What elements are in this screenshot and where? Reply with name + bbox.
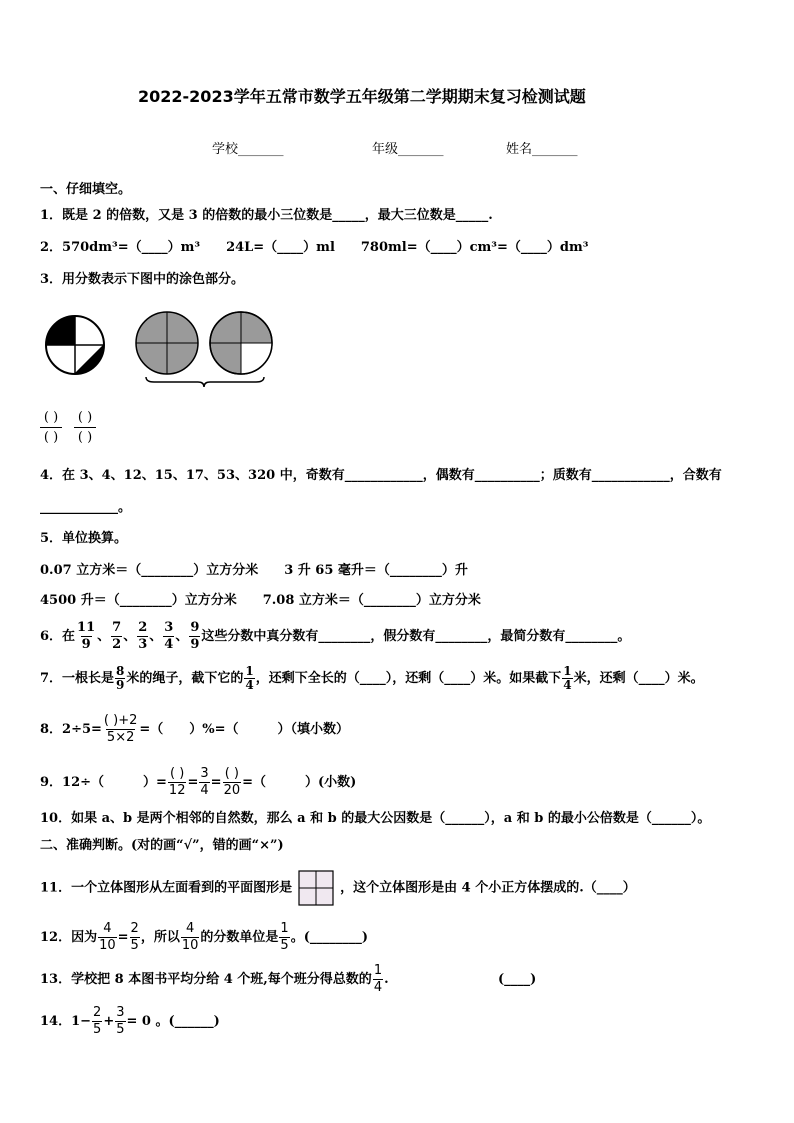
q6-suffix: 这些分数中真分数有________，假分数有________，最简分数有________。: [201, 629, 631, 644]
q3-answer-2-num: ( ): [77, 410, 93, 425]
question-5-line-1: 0.07 立方米＝（________）立方分米 3 升 65 毫升＝（________）升: [40, 563, 468, 578]
q6-fraction-1: $\frac{11}{9}$: [77, 620, 96, 652]
q3-answer-2-den: ( ): [77, 430, 93, 445]
school-field[interactable]: 学校_______: [212, 142, 284, 157]
question-13: 13．学校把 8 本图书平均分给 4 个班,每个班分得总数的 $\frac{1}{4}$ .: [40, 963, 389, 995]
page-title: 2022-2023学年五常市数学五年级第二学期期末复习检测试题: [138, 87, 586, 106]
q7-fraction-3: $\frac{1}{4}$: [563, 664, 572, 692]
question-12: 12．因为 $\frac{4}{10}$ = $\frac{2}{5}$ ，所以 $\frac{4}{10}$ 的分数单位是 $\frac{1}{5}$ 。(________): [40, 921, 368, 953]
q6-prefix: 6．在: [40, 629, 76, 644]
q3-answer-1[interactable]: [40, 408, 62, 447]
question-2: 2．570dm³=（____）m³ 24L=（____）ml 780ml=（____）cm³=（____）dm³: [40, 240, 589, 255]
question-10: 10．如果 a、b 是两个相邻的自然数，那么 a 和 b 的最大公因数是（______），a 和 b 的最小公倍数是（______）。: [40, 811, 711, 826]
q9-fraction-2: $\frac{3}{4}$: [200, 766, 209, 798]
q6-fraction-5: $\frac{9}{9}$: [190, 620, 200, 652]
grade-field[interactable]: 年级_______: [372, 142, 444, 157]
q6-fraction-2: $\frac{7}{2}$: [112, 620, 122, 652]
q14-fraction-1: $\frac{2}{5}$: [93, 1005, 102, 1037]
name-field[interactable]: 姓名_______: [506, 142, 578, 157]
q13-fraction: $\frac{1}{4}$: [373, 963, 383, 995]
question-5-line-2: 4500 升＝（________）立方分米 7.08 立方米＝（________）立方分米: [40, 593, 481, 608]
section-heading-2: 二、准确判断。(对的画“√”，错的画“×”): [40, 838, 284, 853]
q7-fraction-2: $\frac{1}{4}$: [245, 664, 254, 692]
question-4-line-2: ____________。: [40, 500, 132, 515]
q3-answer-1-den: ( ): [43, 430, 59, 445]
q3-answer-1-num: ( ): [43, 410, 59, 425]
question-13-answer[interactable]: (____): [498, 972, 537, 987]
q6-fraction-4: $\frac{3}{4}$: [164, 620, 174, 652]
q12-fraction-4: $\frac{1}{5}$: [280, 921, 289, 953]
q12-fraction-1: $\frac{4}{10}$: [99, 921, 116, 953]
question-11: 11．一个立体图形从左面看到的平面图形是 ，这个立体图形是由 4 个小正方体摆成的.（____）: [40, 870, 636, 906]
question-4-line-1: 4．在 3、4、12、15、17、53、320 中，奇数有____________，偶数有__________；质数有____________，合数有: [40, 468, 722, 483]
side-view-grid-figure: [298, 870, 334, 906]
q12-fraction-2: $\frac{2}{5}$: [130, 921, 139, 953]
question-5: 5．单位换算。: [40, 531, 128, 546]
q9-fraction-1: $\frac{( )}{12}$: [168, 766, 186, 798]
question-7: 7．一根长是 $\frac{8}{9}$ 米的绳子，截下它的 $\frac{1}{4}$ ，还剩下全长的（____），还剩（____）米。如果截下 $\frac{1}{4}$ 米，还剩（____）米。: [40, 664, 704, 692]
shaded-circle-figure: [44, 314, 106, 376]
section-heading-1: 一、仔细填空。: [40, 182, 132, 197]
question-14: 14．1− $\frac{2}{5}$ + $\frac{3}{5}$ = 0 。(______): [40, 1005, 220, 1037]
q12-fraction-3: $\frac{4}{10}$: [181, 921, 199, 953]
q9-fraction-3: $\frac{( )}{20}$: [223, 766, 241, 798]
grey-circles-figure: [134, 309, 276, 389]
question-6: 6．在 $\frac{11}{9}$ 、 $\frac{7}{2}$ 、 $\frac{2}{3}$ 、 $\frac{3}{4}$ 、 $\frac{9}{9}$ 这些分数中真分数有________，假分数有________，最简分数有________。: [40, 620, 631, 652]
question-1: 1．既是 2 的倍数，又是 3 的倍数的最小三位数是_____，最大三位数是_____.: [40, 208, 493, 223]
q6-fraction-3: $\frac{2}{3}$: [138, 620, 148, 652]
q14-fraction-2: $\frac{3}{5}$: [116, 1005, 125, 1037]
q3-answer-2[interactable]: [74, 408, 96, 447]
question-8: 8．2÷5= $\frac{( )+2}{5\times 2}$ =（ ）%=（ ）（填小数）: [40, 713, 350, 745]
question-9: 9．12÷（ ）= $\frac{( )}{12}$ = $\frac{3}{4}$ = $\frac{( )}{20}$ =（ ）(小数): [40, 766, 357, 798]
q8-fraction: $\frac{( )+2}{5\times 2}$: [103, 713, 138, 745]
question-3: 3．用分数表示下图中的涂色部分。: [40, 272, 245, 287]
q7-fraction-1: $\frac{8}{9}$: [116, 664, 125, 692]
